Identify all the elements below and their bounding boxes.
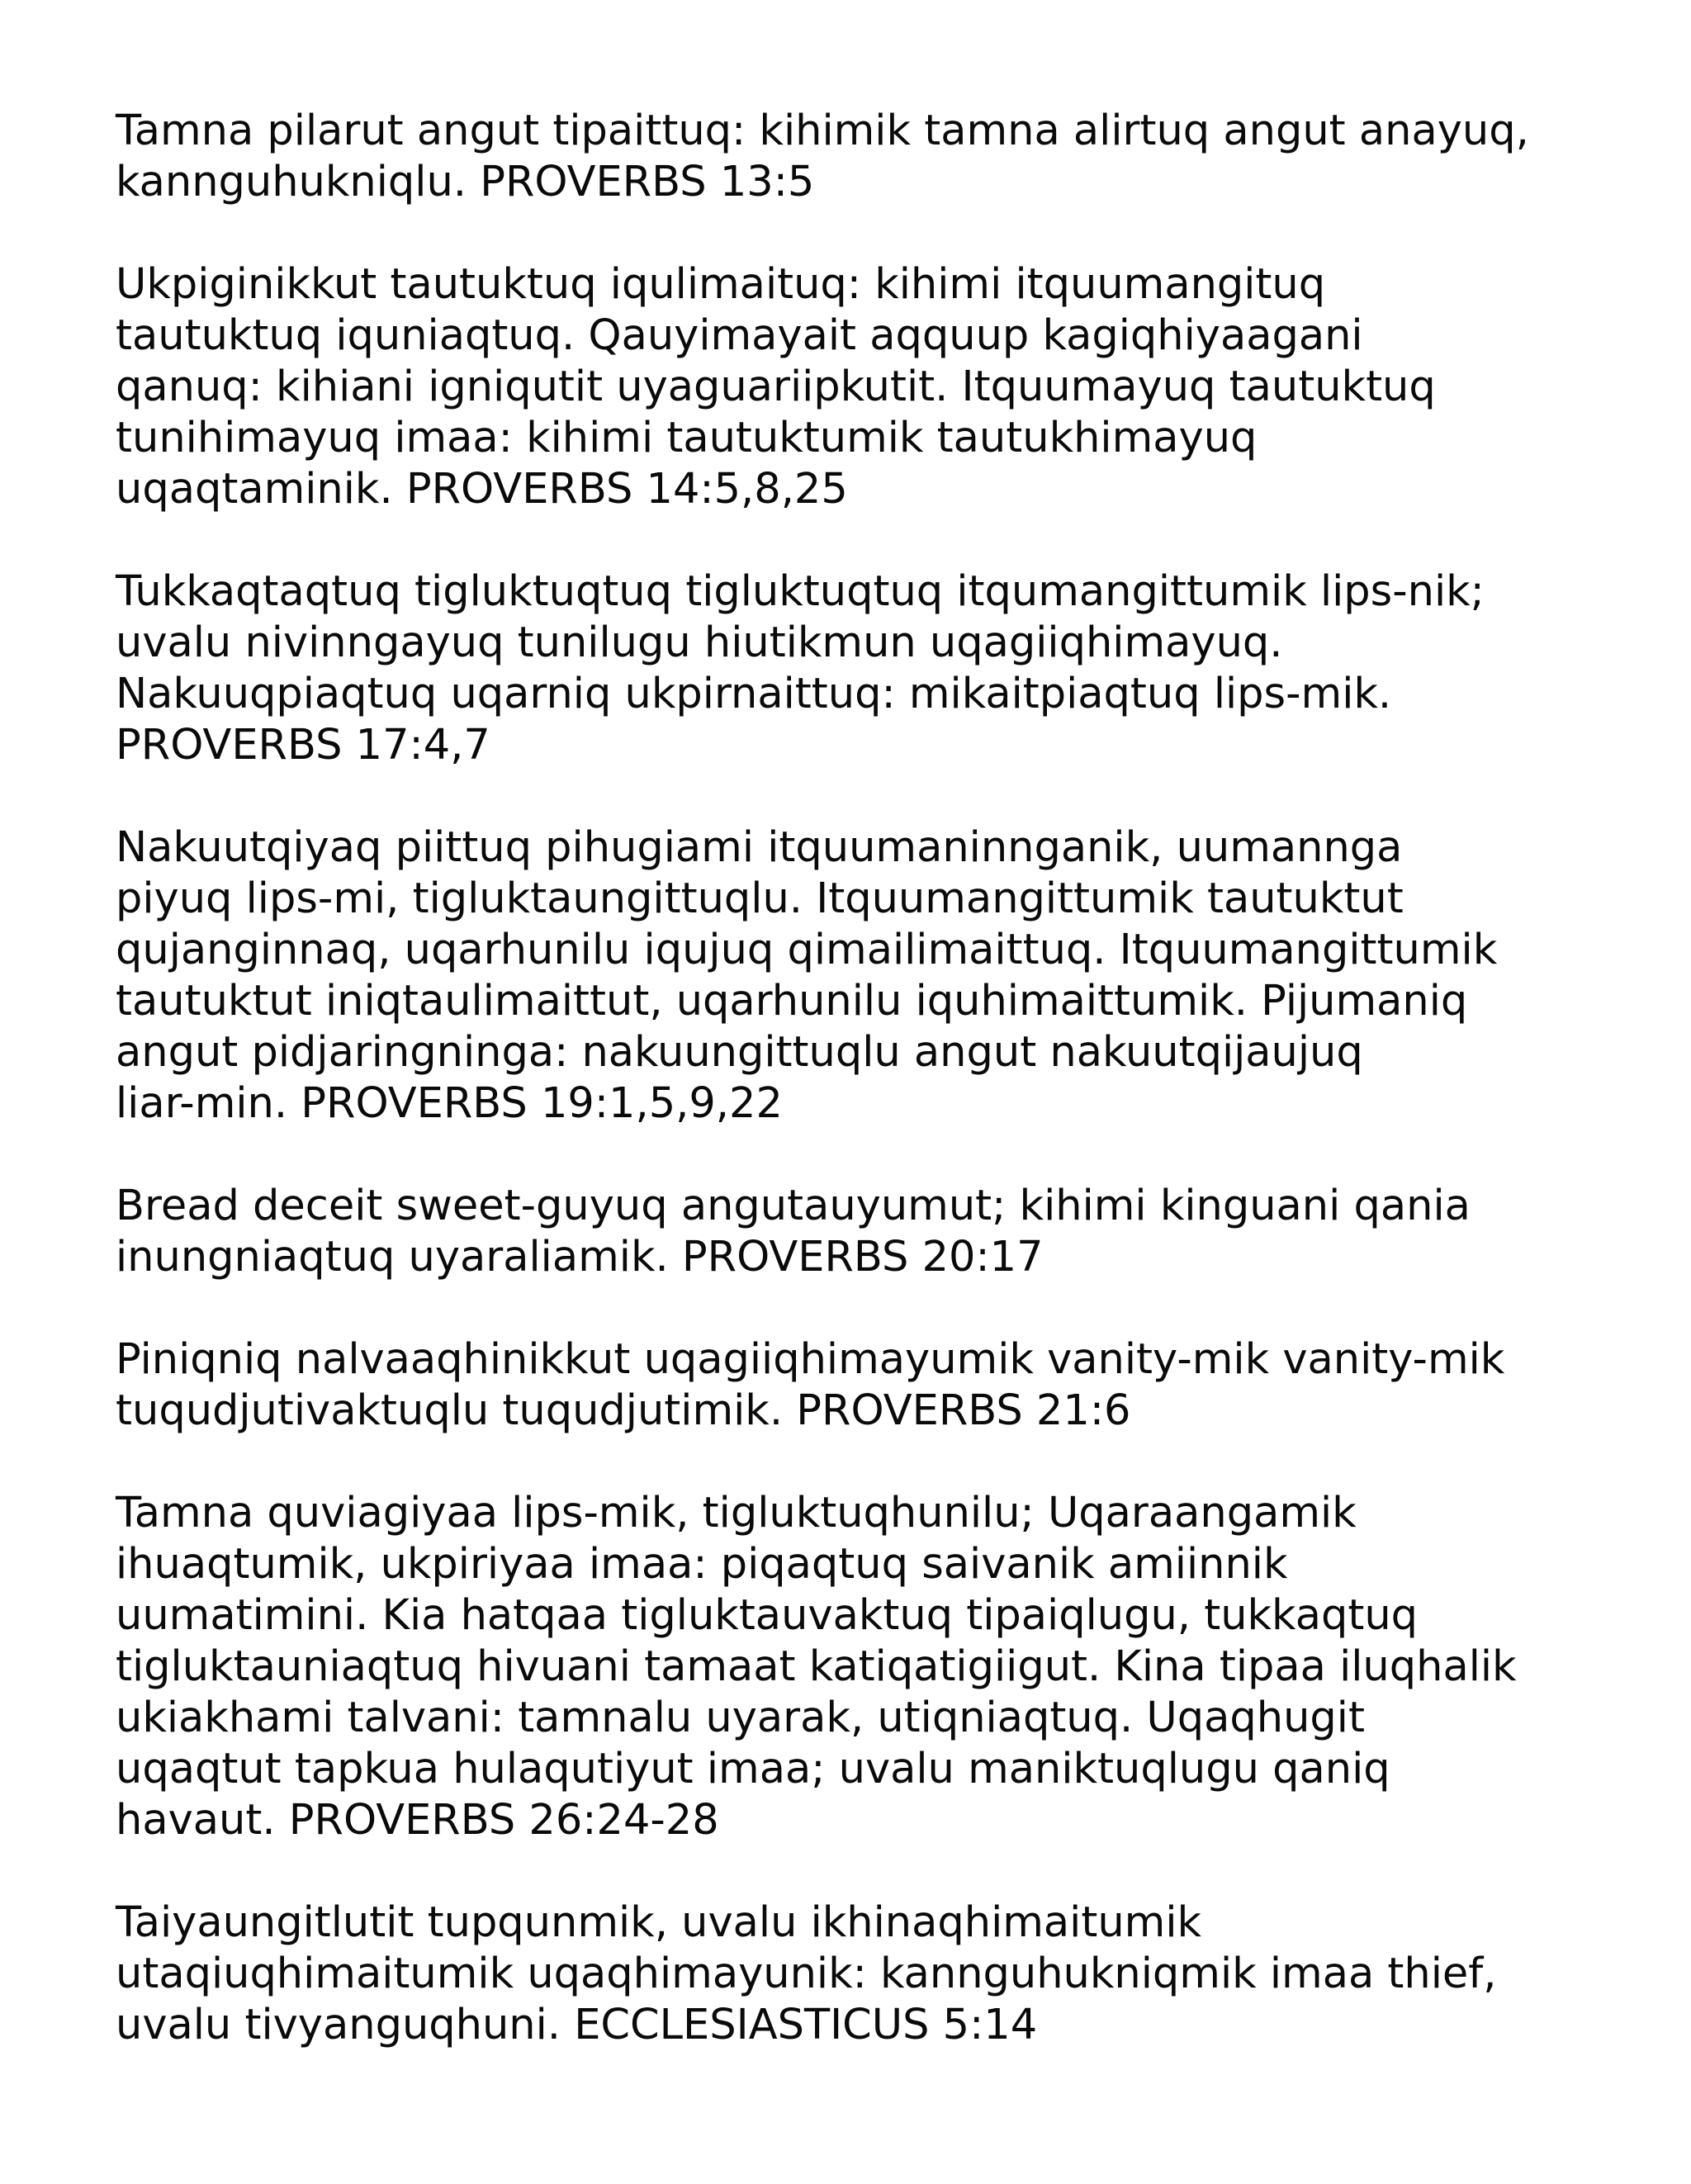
text-line: angut pidjaringninga: nakuungittuqlu angut nakuutqijaujuq bbox=[116, 1028, 1363, 1077]
text-line: Ukpiginikkut tautuktuq iqulimaituq: kihimi itquumangituq bbox=[116, 260, 1326, 309]
text-line: PROVERBS 17:4,7 bbox=[116, 721, 490, 770]
text-line: piyuq lips-mi, tigluktaungittuqlu. Itquumangittumik tautuktut bbox=[116, 874, 1404, 923]
text-line: Bread deceit sweet-guyuq angutauyumut; kihimi kinguani qania bbox=[116, 1182, 1471, 1230]
paragraph-proverbs-13 bbox=[116, 106, 1602, 208]
text-line: uqaqtaminik. PROVERBS 14:5,8,25 bbox=[116, 465, 848, 514]
paragraph-proverbs-19 bbox=[116, 822, 1602, 1130]
paragraph-ecclesiasticus-5 bbox=[116, 1897, 1602, 2051]
text-line: ihuaqtumik, ukpiriyaa imaa: piqaqtuq saivanik amiinnik bbox=[116, 1540, 1288, 1589]
text-line: qanuq: kihiani igniqutit uyaguariipkutit. Itquumayuq tautuktuq bbox=[116, 362, 1436, 411]
text-line: Taiyaungitlutit tupqunmik, uvalu ikhinaqhimaitumik bbox=[116, 1898, 1202, 1947]
text-line: tuqudjutivaktuqlu tuqudjutimik. PROVERBS 21:6 bbox=[116, 1386, 1131, 1435]
text-line: tautuktuq iquniaqtuq. Qauyimayait aqquup kagiqhiyaagani bbox=[116, 311, 1363, 360]
paragraph-proverbs-21 bbox=[116, 1334, 1602, 1437]
text-line: Nakuutqiyaq piittuq pihugiami itquumaninnganik, uumannga bbox=[116, 823, 1403, 872]
text-line: qujanginnaq, uqarhunilu iqujuq qimailimaittuq. Itquumangittumik bbox=[116, 926, 1498, 974]
text-line: kannguhukniqlu. PROVERBS 13:5 bbox=[116, 158, 815, 206]
text-line: uvalu nivinngayuq tunilugu hiutikmun uqagiiqhimayuq. bbox=[116, 618, 1283, 667]
text-line: Tamna pilarut angut tipaittuq: kihimik tamna alirtuq angut anayuq, bbox=[116, 107, 1529, 155]
text-line: utaqiuqhimaitumik uqaqhimayunik: kannguhukniqmik imaa thief, bbox=[116, 1949, 1497, 1998]
text-line: Nakuuqpiaqtuq uqarniq ukpirnaittuq: mikaitpiaqtuq lips-mik. bbox=[116, 670, 1392, 718]
text-line: uvalu tivyanguqhuni. ECCLESIASTICUS 5:14 bbox=[116, 2001, 1038, 2049]
text-line: ukiakhami talvani: tamnalu uyarak, utiqniaqtuq. Uqaqhugit bbox=[116, 1694, 1365, 1742]
text-line: uumatimini. Kia hatqaa tigluktauvaktuq tipaiqlugu, tukkaqtuq bbox=[116, 1591, 1419, 1640]
paragraph-proverbs-20 bbox=[116, 1181, 1602, 1283]
text-line: tigluktauniaqtuq hivuani tamaat katiqatigiigut. Kina tipaa iluqhalik bbox=[116, 1642, 1517, 1691]
text-line: Tukkaqtaqtuq tigluktuqtuq tigluktuqtuq itqumangittumik lips-nik; bbox=[116, 567, 1485, 616]
text-line: havaut. PROVERBS 26:24-28 bbox=[116, 1796, 719, 1845]
paragraph-proverbs-14 bbox=[116, 259, 1602, 515]
text-line: liar-min. PROVERBS 19:1,5,9,22 bbox=[116, 1079, 783, 1128]
text-line: Tamna quviagiyaa lips-mik, tigluktuqhunilu; Uqaraangamik bbox=[116, 1489, 1357, 1537]
text-line: inungniaqtuq uyaraliamik. PROVERBS 20:17 bbox=[116, 1233, 1044, 1282]
text-line: tunihimayuq imaa: kihimi tautuktumik tautukhimayuq bbox=[116, 414, 1258, 462]
text-line: tautuktut iniqtaulimaittut, uqarhunilu iquhimaittumik. Pijumaniq bbox=[116, 977, 1468, 1026]
paragraph-proverbs-17 bbox=[116, 566, 1602, 771]
paragraph-proverbs-26 bbox=[116, 1488, 1602, 1846]
text-line: Piniqniq nalvaaqhinikkut uqagiiqhimayumik vanity-mik vanity-mik bbox=[116, 1335, 1505, 1384]
text-line: uqaqtut tapkua hulaqutiyut imaa; uvalu maniktuqlugu qaniq bbox=[116, 1745, 1390, 1793]
document-page bbox=[116, 106, 1602, 2102]
